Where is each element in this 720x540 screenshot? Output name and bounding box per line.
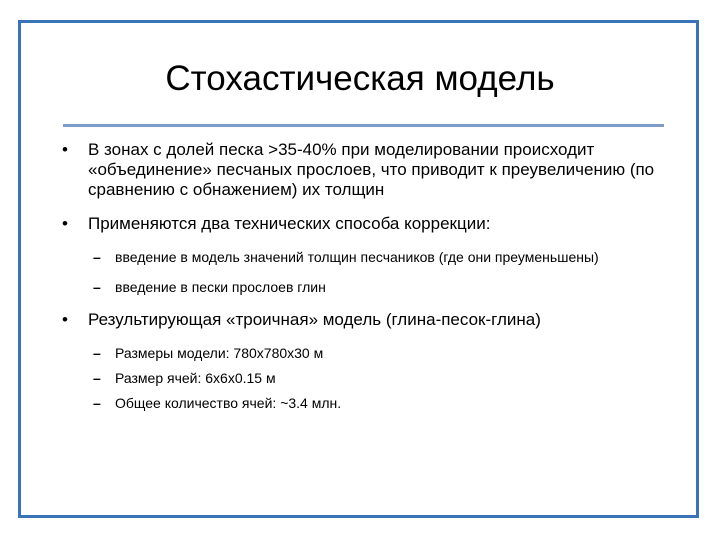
dash-icon: –	[93, 345, 101, 361]
dash-icon: –	[93, 395, 101, 411]
dash-icon: –	[93, 370, 101, 386]
sub-item-2-2	[60, 278, 680, 296]
slide-content	[60, 140, 680, 419]
slide-title: Стохастическая модель	[165, 59, 555, 98]
dash-icon: –	[93, 279, 101, 295]
sub-text: введение в пески прослоев глин	[115, 279, 326, 295]
title-underline	[63, 124, 664, 127]
bullet-text: В зонах с долей песка >35-40% при моделировании происходит «объединение» песчаных прослоев, что приводит к преувеличению (по сравнению с обнажением) их толщин	[88, 140, 655, 199]
sub-item-3-1	[60, 344, 680, 362]
bullet-icon: •	[62, 214, 68, 233]
sub-text: Размеры модели: 780x780x30 м	[115, 345, 324, 361]
sub-text: Общее количество ячей: ~3.4 млн.	[115, 395, 342, 411]
sub-item-3-3	[60, 394, 680, 412]
bullet-text: Результирующая «троичная» модель (глина-песок-глина)	[88, 310, 541, 329]
sub-text: Размер ячей: 6x6x0.15 м	[115, 370, 276, 386]
dash-icon: –	[93, 249, 101, 265]
sub-item-3-2	[60, 369, 680, 387]
bullet-item-2	[60, 214, 680, 234]
bullet-text: Применяются два технических способа коррекции:	[88, 214, 491, 233]
sub-item-2-1	[60, 248, 680, 266]
bullet-icon: •	[62, 140, 68, 159]
sub-text: введение в модель значений толщин песчаников (где они преуменьшены)	[115, 249, 599, 265]
bullet-item-1	[60, 140, 680, 200]
bullet-icon: •	[62, 310, 68, 329]
bullet-item-3	[60, 310, 680, 330]
